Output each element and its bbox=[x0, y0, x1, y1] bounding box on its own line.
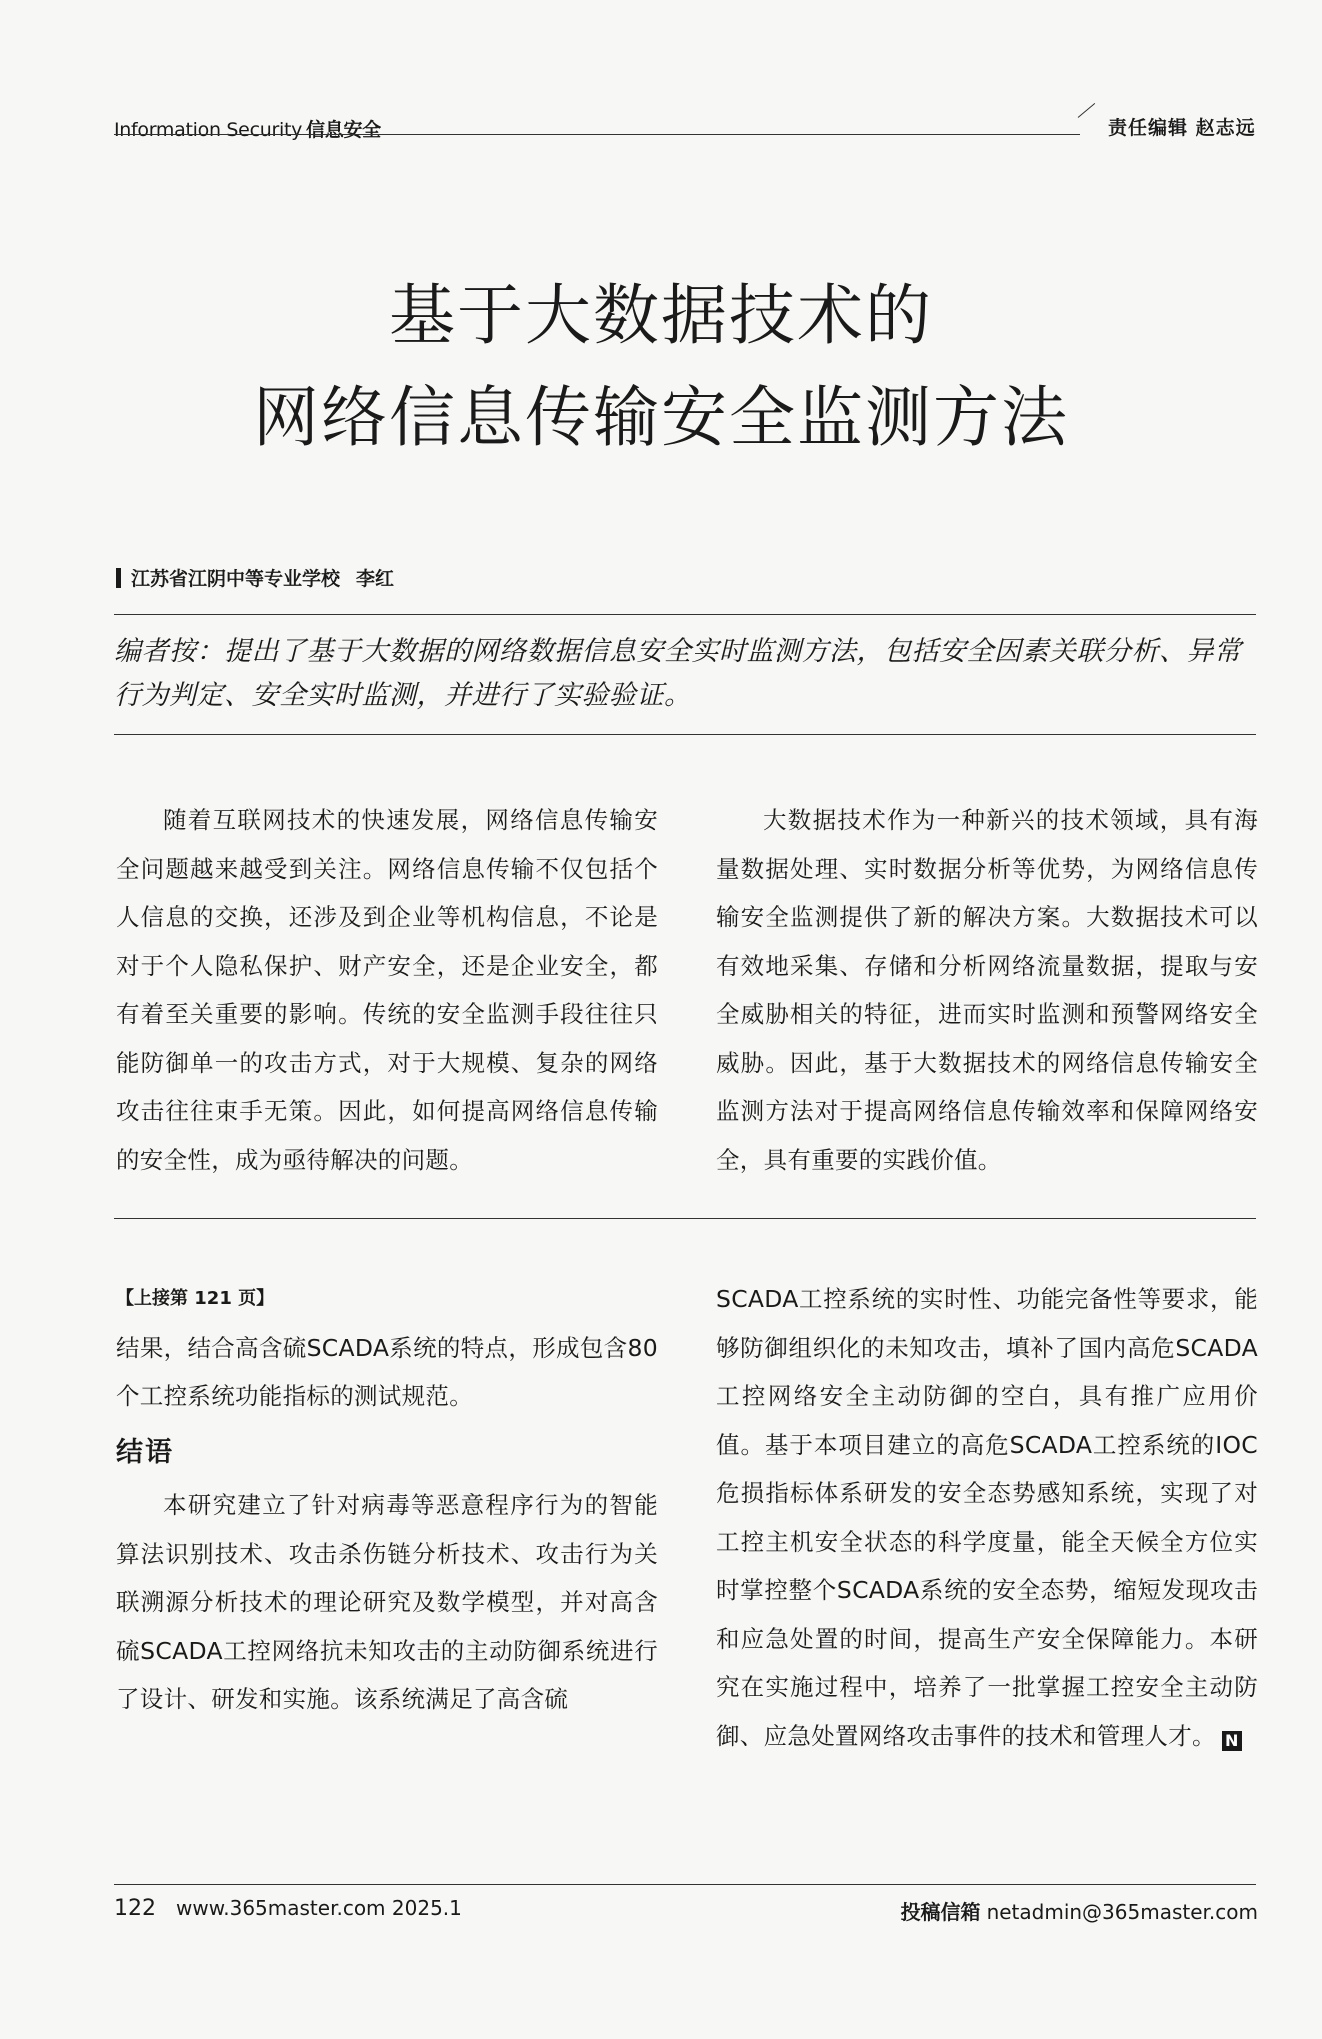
editor-note: 编者按：提出了基于大数据的网络数据信息安全实时监测方法，包括安全因素关联分析、异常行为判定、安全实时监测，并进行了实验验证。 bbox=[114, 636, 1242, 711]
running-header-section bbox=[114, 115, 381, 142]
author-name: 李红 bbox=[356, 568, 395, 590]
responsible-editor: 责任编辑 赵志远 bbox=[1108, 117, 1256, 139]
header-rule bbox=[114, 134, 1080, 135]
section-divider bbox=[114, 1218, 1256, 1219]
intro-left-paragraph: 随着互联网技术的快速发展，网络信息传输安全问题越来越受到关注。网络信息传输不仅包括个人信息的交换，还涉及到企业等机构信息，不论是对于个人隐私保护、财产安全，还是企业安全，都有着至关重要的影响。传统的安全监测手段往往只能防御单一的攻击方式，对于大规模、复杂的网络攻击往往束手无策。因此，如何提高网络信息传输的安全性，成为亟待解决的问题。 bbox=[116, 806, 658, 1174]
byline-bar-icon bbox=[116, 568, 121, 588]
footer-right bbox=[901, 1896, 1258, 1925]
continued-right-column bbox=[716, 1275, 1258, 1760]
submission-mail-address: netadmin@365master.com bbox=[986, 1900, 1258, 1924]
page-number: 122 bbox=[114, 1896, 156, 1921]
site-and-issue: www.365master.com 2025.1 bbox=[176, 1896, 462, 1920]
article-end-mark-icon: N bbox=[1222, 1731, 1242, 1751]
section-name-en: Information Security bbox=[114, 119, 303, 141]
author-byline bbox=[116, 564, 394, 591]
header-slash bbox=[1078, 103, 1095, 118]
submission-mail-label: 投稿信箱 bbox=[900, 1900, 981, 1924]
continued-from-label: 【上接第 121 页】 bbox=[116, 1288, 275, 1309]
conclusion-paragraph-right bbox=[716, 1275, 1258, 1760]
continued-text: 结果，结合高含硫SCADA系统的特点，形成包含80个工控系统功能指标的测试规范。 bbox=[116, 1333, 658, 1410]
conclusion-paragraph-left: 本研究建立了针对病毒等恶意程序行为的智能算法识别技术、攻击杀伤链分析技术、攻击行为关联溯源分析技术的理论研究及数学模型，并对高含硫SCADA工控网络抗未知攻击的主动防御系统进行了设计、研发和实施。该系统满足了高含硫 bbox=[116, 1491, 658, 1713]
continued-left-column bbox=[116, 1275, 658, 1724]
footer-left bbox=[114, 1896, 462, 1921]
footer-rule bbox=[114, 1884, 1256, 1885]
section-name-cn: 信息安全 bbox=[306, 119, 381, 141]
intro-right-paragraph: 大数据技术作为一种新兴的技术领域，具有海量数据处理、实时数据分析等优势，为网络信息传输安全监测提供了新的解决方案。大数据技术可以有效地采集、存储和分析网络流量数据，提取与安全威胁相关的特征，进而实时监测和预警网络安全威胁。因此，基于大数据技术的网络信息传输安全监测方法对于提高网络信息传输效率和保障网络安全，具有重要的实践价值。 bbox=[716, 806, 1258, 1174]
editor-note-bottom-rule bbox=[114, 734, 1256, 735]
conclusion-paragraph-right-text: SCADA工控系统的实时性、功能完备性等要求，能够防御组织化的未知攻击，填补了国内高危SCADA工控网络安全主动防御的空白，具有推广应用价值。基于本项目建立的高危SCADA工控系统的IOC危损指标体系研发的安全态势感知系统，实现了对工控主机安全状态的科学度量，能全天候全方位实时掌控整个SCADA系统的安全态势，缩短发现攻击和应急处置的时间，提高生产安全保障能力。本研究在实施过程中，培养了一批掌握工控安全主动防御、应急处置网络攻击事件的技术和管理人才。 bbox=[716, 1285, 1258, 1750]
editor-note-top-rule bbox=[114, 614, 1256, 615]
article-title-line-2: 网络信息传输安全监测方法 bbox=[253, 379, 1069, 456]
conclusion-heading: 结语 bbox=[116, 1436, 174, 1468]
author-affiliation: 江苏省江阴中等专业学校 bbox=[131, 568, 341, 590]
article-title-line-1: 基于大数据技术的 bbox=[389, 277, 933, 354]
